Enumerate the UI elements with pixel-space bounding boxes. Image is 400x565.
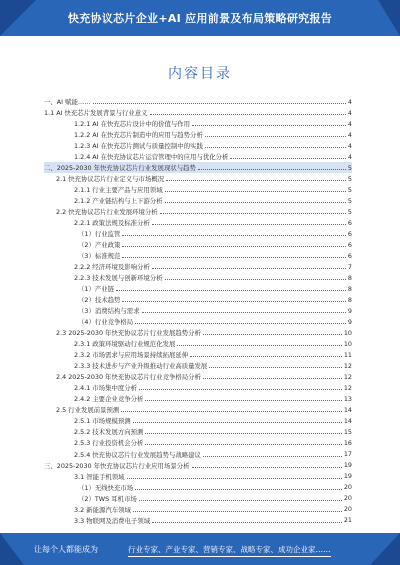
toc-page-number: 20 (343, 505, 352, 514)
toc-dot-leader (133, 511, 342, 512)
toc-entry-text: 3.1 智能手机领域 (74, 472, 125, 481)
toc-page-number: 21 (343, 516, 352, 525)
toc-dot-leader (135, 323, 346, 324)
toc-entry-text: 2.5 行业发展前景预测 (56, 406, 120, 415)
toc-entry[interactable] (44, 173, 352, 184)
toc-entry[interactable] (44, 360, 352, 371)
toc-page-number: 4 (347, 141, 352, 150)
toc-entry[interactable] (44, 228, 352, 239)
toc-entry[interactable] (44, 118, 352, 129)
toc-page-number: 12 (343, 361, 352, 370)
toc-page-number: 4 (347, 108, 352, 117)
toc-dot-leader (142, 312, 346, 313)
toc-dot-leader (192, 125, 346, 126)
toc-entry-text: 2.2 快充协议芯片行业发展环境分析 (56, 208, 158, 217)
toc-entry[interactable] (44, 449, 352, 460)
toc-entry-text: 2.3.1 政策环境驱动行业规范化发展 (74, 340, 176, 349)
toc-dot-leader (166, 180, 346, 181)
toc-entry-text: 2.3.3 技术进步与产业升级推动行业高质量发展 (74, 362, 208, 371)
toc-dot-leader (177, 345, 341, 346)
toc-entry[interactable] (44, 195, 352, 206)
toc-entry-text: 2.2.3 技术发展与创新环境分析 (74, 274, 163, 283)
toc-entry-text: 2.1.1 行业主要产品与应用领域 (74, 186, 163, 195)
toc-dot-leader (145, 400, 341, 401)
toc-entry[interactable] (44, 371, 352, 382)
toc-dot-leader (152, 268, 346, 269)
toc-entry[interactable] (44, 140, 352, 151)
footer-slogan-tail: 行业专家、产业专家、营销专家、战略专家、成功企业家…… (128, 544, 331, 557)
toc-dot-leader (198, 169, 346, 170)
toc-entry[interactable] (44, 107, 352, 118)
toc-entry-text: 一、AI 赋能…… (44, 98, 91, 106)
toc-dot-leader (152, 522, 342, 523)
toc-entry[interactable] (44, 493, 352, 504)
toc-page-number: 10 (343, 339, 352, 348)
toc-entry-text: 2.4 2025-2030 年快充协议芯片行业竞争格局分析 (56, 373, 201, 382)
toc-entry-text: 2.5.3 行业投资机会分析 (74, 439, 144, 448)
toc-page-number: 13 (343, 394, 352, 403)
toc-entry-text: （3）消费结构与需求 (78, 307, 140, 316)
toc-entry-text: 1.2.1 AI 在快充芯片设计中的价值与作用 (74, 120, 191, 129)
toc-dot-leader (122, 246, 346, 247)
toc-page-number: 5 (347, 163, 352, 172)
toc-dot-leader (165, 279, 346, 280)
toc-page-number: 11 (343, 350, 352, 359)
toc-entry-text: （2）技术趋势 (78, 296, 121, 305)
toc-entry-text: 2.1.2 产业链结构与上下游分析 (74, 197, 163, 206)
toc-dot-leader (135, 489, 342, 490)
footer-corner-left (0, 533, 24, 565)
toc-entry[interactable] (44, 460, 352, 471)
toc-entry[interactable] (44, 338, 352, 349)
toc-dot-leader (145, 433, 341, 434)
toc-dot-leader (152, 224, 346, 225)
toc-page-number: 4 (347, 130, 352, 139)
toc-page-number: 14 (343, 405, 352, 414)
toc-dot-leader (122, 235, 346, 236)
toc-page-number: 9 (347, 317, 352, 326)
toc-dot-leader (230, 158, 346, 159)
toc-dot-leader (122, 301, 346, 302)
toc-entry[interactable] (44, 96, 352, 107)
toc-dot-leader (145, 444, 341, 445)
toc-entry[interactable] (44, 272, 352, 283)
toc-entry-text: （1）无线快充市场 (78, 483, 134, 492)
toc-entry-text: （1）产业链 (78, 285, 115, 294)
toc-page-number: 6 (347, 240, 352, 249)
toc-entry[interactable] (44, 250, 352, 261)
toc-entry-text: （2）产业政策 (78, 241, 121, 250)
toc-entry[interactable] (44, 239, 352, 250)
toc-dot-leader (127, 478, 342, 479)
toc-entry-text: 2.4.1 市场集中度分析 (74, 384, 138, 393)
toc-dot-leader (209, 367, 342, 368)
toc-entry-text: 2.4.2 主要企业竞争分析 (74, 395, 144, 404)
toc-page-number: 15 (343, 427, 352, 436)
toc-dot-leader (192, 467, 342, 468)
toc-entry-text: 2.1 快充协议芯片行业定义与市场概况 (56, 175, 165, 184)
toc-page-number: 6 (347, 251, 352, 260)
toc-page-number: 19 (343, 461, 352, 470)
toc-dot-leader (160, 213, 346, 214)
toc-page-number: 8 (347, 284, 352, 293)
toc-entry[interactable] (44, 184, 352, 195)
toc-entry[interactable] (44, 393, 352, 404)
toc-entry[interactable] (44, 316, 352, 327)
toc-entry-text: 2.5.2 技术发展方向预测 (74, 428, 144, 437)
toc-entry[interactable] (44, 129, 352, 140)
toc-entry-text: 三、2025-2030 年快充协议芯片行业应用场景分析 (44, 461, 190, 470)
toc-page-number: 20 (343, 483, 352, 492)
toc-dot-leader (121, 411, 342, 412)
toc-page-number: 8 (347, 295, 352, 304)
toc-entry-text: 2.2.1 政策法规及标准分析 (74, 219, 150, 228)
toc-entry[interactable] (44, 151, 352, 162)
toc-entry[interactable] (44, 162, 352, 173)
toc-entry-text: 1.2.3 AI 在快充芯片测试与质量控制中的实践 (74, 142, 203, 151)
toc-dot-leader (150, 114, 346, 115)
toc-page-number: 12 (343, 372, 352, 381)
toc-entry[interactable] (44, 437, 352, 448)
toc-dot-leader (133, 422, 342, 423)
toc-entry[interactable] (44, 415, 352, 426)
toc-page-number: 9 (347, 306, 352, 315)
toc-entry[interactable] (44, 217, 352, 228)
toc-dot-leader (165, 191, 346, 192)
toc-entry-text: 3.2 新能源汽车领域 (74, 505, 131, 514)
toc-page-number: 5 (347, 174, 352, 183)
toc-entry-text: 3.3 物联网及消费电子领域 (74, 516, 151, 525)
footer-corner-right (370, 533, 400, 565)
toc-page-number: 4 (347, 97, 352, 106)
toc-page-number: 6 (347, 229, 352, 238)
toc-heading: 内容目录 (168, 66, 232, 82)
toc-entry[interactable] (44, 426, 352, 437)
report-title: 快充协议芯片企业+AI 应用前景及布局策略研究报告 (67, 12, 333, 25)
toc-page-number: 5 (347, 207, 352, 216)
toc-entry[interactable] (44, 283, 352, 294)
toc-entry-text: 1.2.4 AI 在快充协议芯片运营管理中的应用与优化分析 (74, 153, 229, 162)
toc-entry[interactable] (44, 382, 352, 393)
toc-page-number: 5 (347, 185, 352, 194)
toc-dot-leader (203, 378, 342, 379)
toc-dot-leader (203, 334, 342, 335)
report-footer (0, 533, 400, 565)
toc-entry[interactable] (44, 471, 352, 482)
toc-entry[interactable] (44, 504, 352, 515)
toc-dot-leader (205, 136, 346, 137)
toc-entry[interactable] (44, 261, 352, 272)
toc-entry-text: 1.1 AI 快充芯片发展背景与行业意义 (44, 109, 148, 118)
toc-dot-leader (93, 103, 346, 104)
footer-slogan-lead: 让每个人都能成为 (34, 545, 98, 554)
toc-entry-text: 2.5.4 快充协议芯片行业发展趋势与战略建议 (74, 450, 201, 459)
toc-dot-leader (165, 202, 346, 203)
toc-entry[interactable] (44, 482, 352, 493)
toc-entry[interactable] (44, 305, 352, 316)
toc-entry[interactable] (44, 294, 352, 305)
toc-dot-leader (139, 500, 342, 501)
toc-page-number: 17 (343, 450, 352, 458)
toc-page-number: 16 (343, 438, 352, 447)
toc-dot-leader (116, 290, 346, 291)
toc-page-number: 10 (343, 328, 352, 337)
toc-entry-text: 2.5.1 市场规模预测 (74, 417, 131, 426)
toc-dot-leader (205, 147, 346, 148)
toc-entry-text: （2）TWS 耳机市场 (78, 494, 137, 503)
toc-entry-text: 二、2025-2030 年快充协议芯片行业发展现状与趋势 (44, 164, 196, 173)
report-header (0, 0, 400, 36)
toc-entry[interactable] (44, 404, 352, 415)
toc-page-number: 5 (347, 196, 352, 205)
table-of-contents (44, 96, 352, 526)
toc-page-number: 8 (347, 273, 352, 282)
toc-page-number: 4 (347, 152, 352, 161)
toc-entry-text: （1）行业监管 (78, 230, 121, 239)
toc-dot-leader (139, 389, 342, 390)
toc-entry-text: 2.2.2 经济环境及影响分析 (74, 263, 150, 272)
toc-dot-leader (190, 356, 342, 357)
toc-entry[interactable] (44, 515, 352, 526)
toc-page-number: 12 (343, 383, 352, 392)
toc-page-number: 20 (343, 494, 352, 503)
toc-page-number: 4 (347, 119, 352, 128)
toc-entry-text: （4）行业竞争格局 (78, 318, 134, 327)
toc-dot-leader (122, 257, 346, 258)
toc-entry[interactable] (44, 327, 352, 338)
toc-page-number: 6 (347, 218, 352, 227)
toc-page-number: 19 (343, 472, 352, 481)
toc-page-number: 14 (343, 416, 352, 425)
toc-dot-leader (203, 456, 342, 457)
toc-entry[interactable] (44, 349, 352, 360)
toc-entry-text: （3）标准规范 (78, 252, 121, 261)
toc-page-number: 7 (347, 262, 352, 271)
toc-entry[interactable] (44, 206, 352, 217)
toc-entry-text: 2.3.2 市场需求与应用场景持续拓展延伸 (74, 351, 189, 360)
toc-entry-text: 2.3 2025-2030 年快充协议芯片行业发展趋势分析 (56, 329, 201, 338)
toc-entry-text: 1.2.2 AI 在快充芯片制造中的应用与趋势分析 (74, 131, 203, 140)
